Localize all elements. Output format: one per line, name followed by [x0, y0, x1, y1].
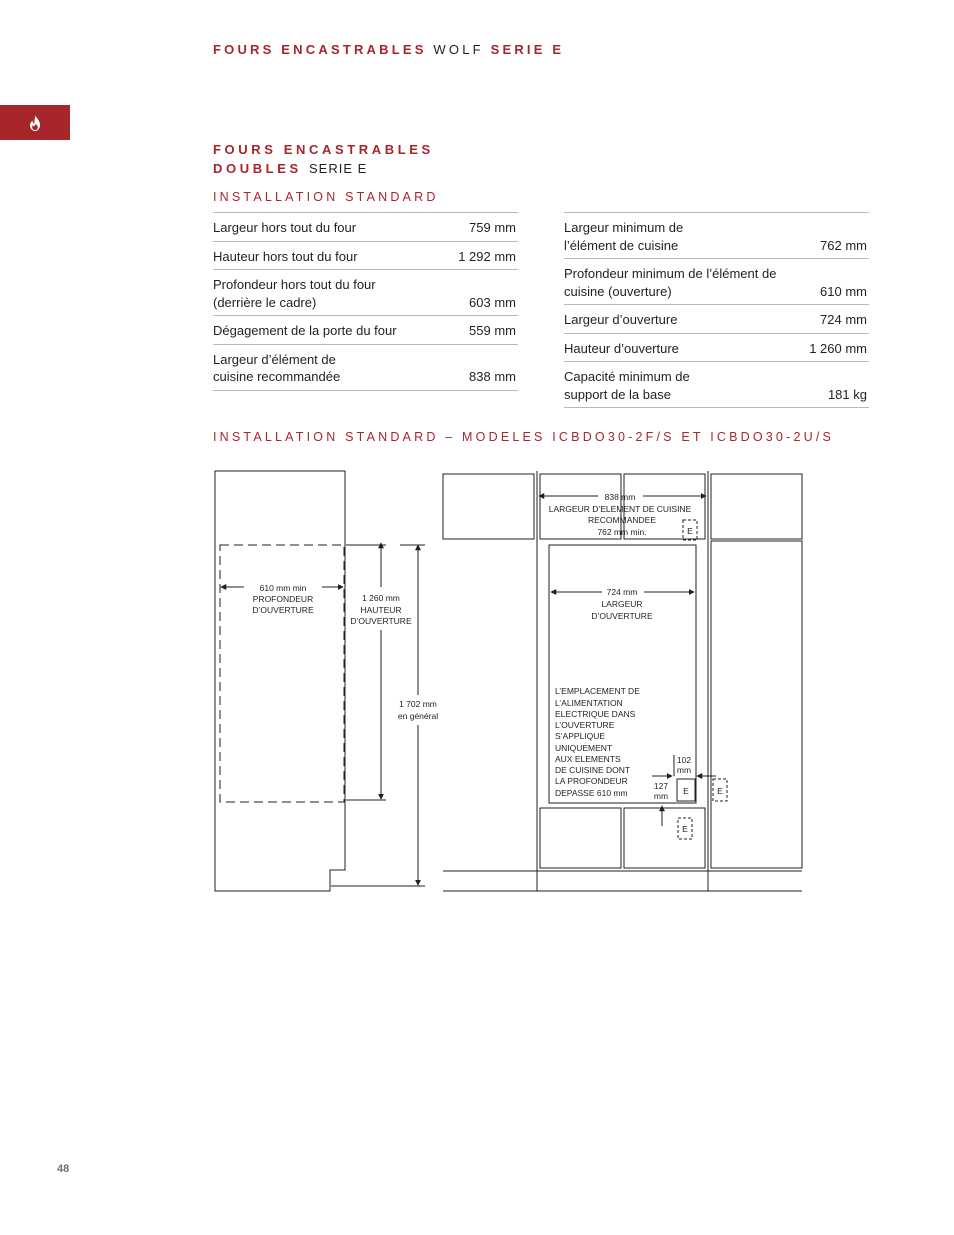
- spec-row: [564, 334, 869, 363]
- spec-label: Hauteur d’ouverture: [564, 340, 679, 356]
- cab-width-value: 838 mm: [604, 492, 636, 502]
- section-tab: [0, 105, 70, 140]
- spec-table-right: [564, 212, 869, 408]
- note-line: ELECTRIQUE DANS: [555, 709, 636, 719]
- depth-value: 610 mm min: [259, 583, 307, 593]
- spec-label: Largeur minimum de l’élément de cuisine: [564, 220, 684, 253]
- electrical-note: [555, 686, 640, 798]
- note-line: L’ALIMENTATION: [555, 698, 623, 708]
- open-width-label: D’OUVERTURE: [591, 611, 653, 621]
- spec-label: Profondeur minimum de l’élément de cuisine (ouverture): [564, 266, 777, 299]
- installation-diagram: [0, 455, 954, 905]
- note-line: DEPASSE 610 mm: [555, 788, 628, 798]
- spec-row: [213, 242, 518, 271]
- depth-label: D’OUVERTURE: [252, 605, 314, 615]
- height-label: HAUTEUR: [360, 605, 402, 615]
- spec-row: [564, 213, 869, 259]
- spec-value: 759 mm: [469, 220, 516, 235]
- running-head-brand: WOLF: [433, 42, 484, 57]
- running-head-title: FOURS ENCASTRABLES: [213, 42, 427, 57]
- note-line: L’OUVERTURE: [555, 720, 615, 730]
- spec-value: 559 mm: [469, 323, 516, 338]
- spec-row: [213, 270, 518, 316]
- spec-label: Profondeur hors tout du four (derrière le cadre): [213, 277, 376, 310]
- cabinet-side-outline: [215, 471, 345, 891]
- section-subhead: INSTALLATION STANDARD: [213, 190, 439, 204]
- note-line: LA PROFONDEUR: [555, 776, 628, 786]
- flame-icon: [28, 115, 42, 131]
- spec-value: 1 292 mm: [458, 248, 516, 264]
- cab-width-label: LARGEUR D’ELEMENT DE CUISINE: [548, 504, 692, 514]
- height-label: D’OUVERTURE: [350, 616, 412, 626]
- cab-width-label: RECOMMANDEE: [587, 515, 657, 525]
- e-label: E: [682, 824, 688, 834]
- spec-label: Largeur d’ouverture: [564, 312, 678, 327]
- spec-label: Largeur hors tout du four: [213, 220, 357, 235]
- note-line: UNIQUEMENT: [555, 743, 613, 753]
- spec-value: 603 mm: [469, 294, 516, 310]
- spec-table-left: [213, 212, 518, 391]
- dim-127-value: 127: [653, 781, 669, 791]
- diagram-title: INSTALLATION STANDARD – MODELES ICBDO30-2F/S ET ICBDO30-2U/S: [213, 430, 835, 444]
- open-width-label: LARGEUR: [601, 599, 643, 609]
- spec-row: [213, 213, 518, 242]
- note-line: S’APPLIQUE: [555, 731, 606, 741]
- section-title: [213, 140, 434, 178]
- spec-value: 610 mm: [820, 283, 867, 299]
- spec-value: 1 260 mm: [809, 340, 867, 356]
- spec-row: [213, 316, 518, 345]
- cabinet-tall-right: [711, 541, 802, 868]
- e-label: E: [687, 526, 693, 536]
- dim-102-value: 102: [676, 755, 692, 765]
- spec-label: Capacité minimum de support de la base: [564, 369, 690, 402]
- running-head: [213, 42, 564, 57]
- dim-102-unit: mm: [676, 765, 692, 775]
- page-number: 48: [57, 1163, 70, 1175]
- e-label: E: [717, 786, 723, 796]
- spec-value: 181 kg: [827, 386, 867, 402]
- cab-width-min: 762 mm min.: [597, 527, 647, 537]
- note-line: AUX ELEMENTS: [555, 754, 621, 764]
- section-title-series: SERIE E: [308, 161, 368, 176]
- side-view: [215, 471, 425, 891]
- spec-value: 838 mm: [469, 369, 516, 384]
- running-head-series: SERIE E: [490, 42, 565, 57]
- e-label: E: [683, 786, 689, 796]
- spec-label: Hauteur hors tout du four: [213, 248, 358, 264]
- spec-row: [213, 345, 518, 391]
- cabinet-upper-right: [711, 474, 802, 539]
- section-title-line2: DOUBLES: [213, 161, 302, 176]
- cabinet-lower-door: [624, 808, 705, 868]
- depth-label: PROFONDEUR: [252, 594, 314, 604]
- spec-row: [564, 259, 869, 305]
- spec-value: 724 mm: [820, 312, 867, 327]
- open-width-value: 724 mm: [606, 587, 638, 597]
- height-value: 1 260 mm: [362, 593, 400, 603]
- overall-height-label: en général: [397, 711, 439, 721]
- cabinet-upper-left: [443, 474, 534, 539]
- overall-height-value: 1 702 mm: [399, 699, 437, 709]
- cabinet-lower-door: [540, 808, 621, 868]
- note-line: L’EMPLACEMENT DE: [555, 686, 640, 696]
- spec-label: Dégagement de la porte du four: [213, 323, 397, 338]
- spec-label: Largeur d’élément de cuisine recommandée: [213, 351, 341, 384]
- section-title-line1: FOURS ENCASTRABLES: [213, 142, 434, 157]
- spec-row: [564, 362, 869, 408]
- note-line: DE CUISINE DONT: [555, 765, 631, 775]
- spec-row: [564, 305, 869, 334]
- spec-value: 762 mm: [820, 237, 867, 253]
- dim-127-unit: mm: [653, 791, 669, 801]
